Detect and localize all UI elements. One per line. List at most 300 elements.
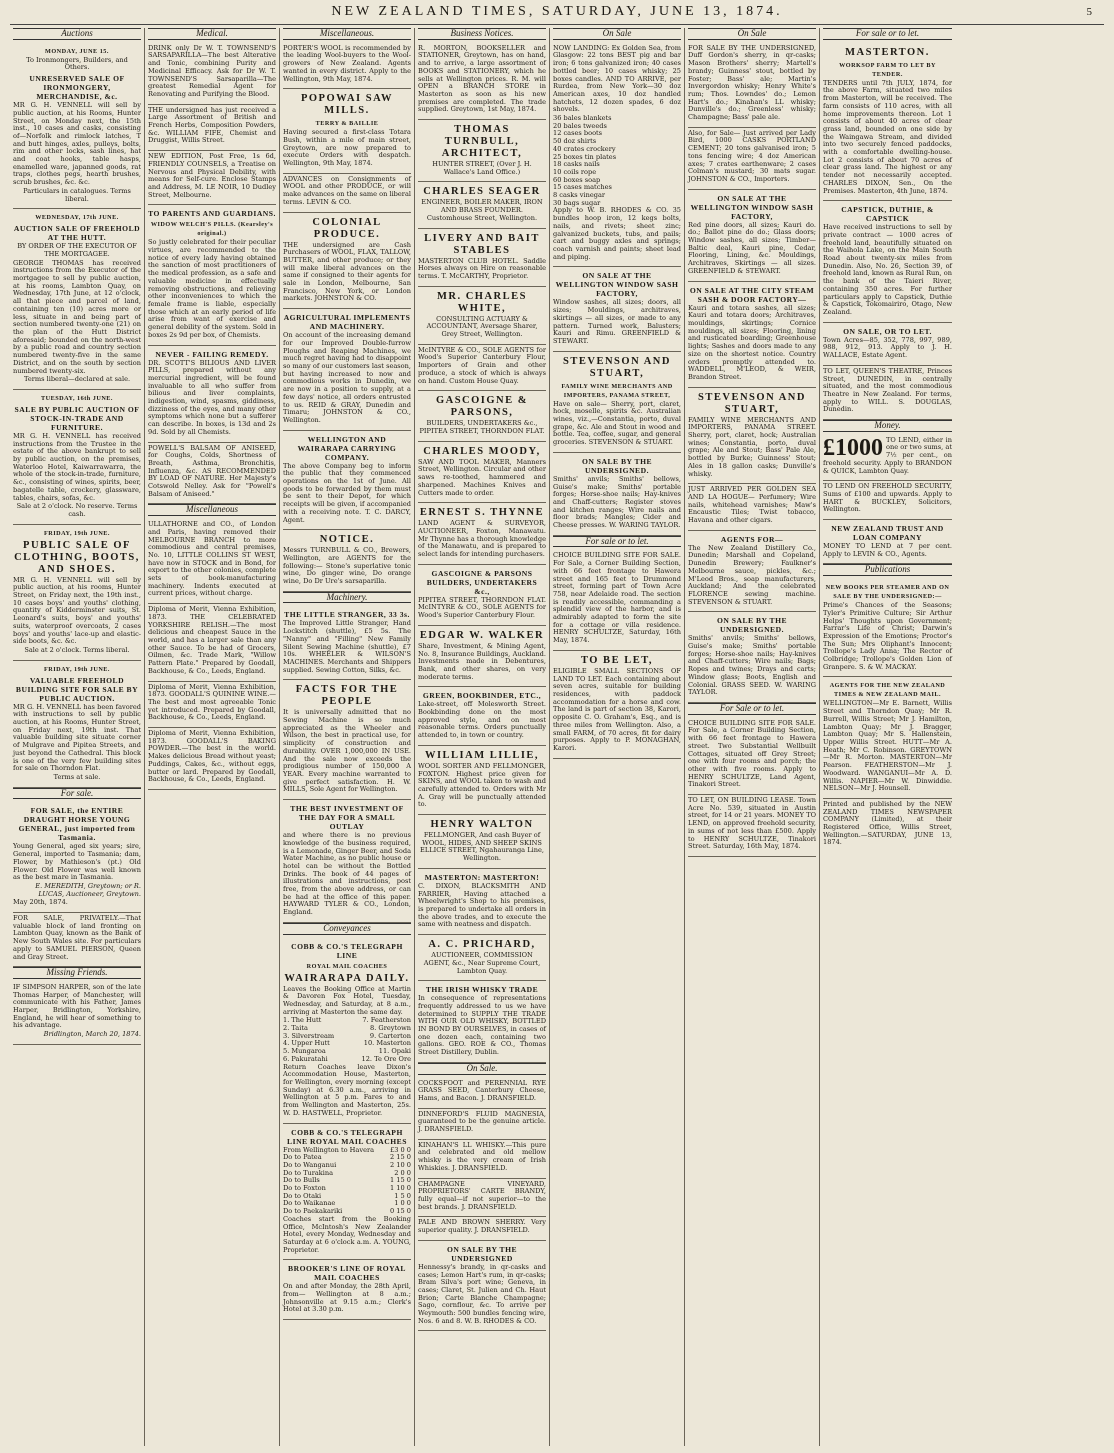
imprint	[823, 799, 952, 852]
ad-title: NEVER - FAILING REMEDY.	[155, 349, 269, 359]
ad-body: FELLMONGER, And cash Buyer of WOOL, HIDES, AND SHEEP SKINS ELLICE STREET, Ngahauranga Line, Wellington.	[420, 831, 544, 863]
ad-subtitle: WIDOW WELCH'S PILLS. (Kearsley's original.)	[150, 221, 274, 238]
ad-title: ON SALE AT THE WELLINGTON WINDOW SASH FACTORY,	[555, 271, 679, 299]
ad-title: CAPSTICK, DUTHIE, & CAPSTICK	[841, 205, 934, 224]
on-sale-ad	[418, 1179, 546, 1218]
ad-title: ON SALE AT THE WELLINGTON WINDOW SASH FACTORY,	[690, 193, 814, 221]
business-ad	[418, 815, 546, 869]
ad-date: FRIDAY, 19th JUNE.	[44, 665, 110, 673]
ad-body: FOR SALE BY THE UNDERSIGNED, Duff Gordon's sherry, in qr-casks; Mason Brothers' sherry; Martell's brandy; Guinness' stout, bottled by Foster; Bass' ale; Martin's Invergordon whisky; Henry White's rum; Thos. Lowndes' do.; Lemon Hart's do.; Kinahan's LL whisky; Dunville's do.; Greenless' whisky; Champagne; Bass' pale ale.	[688, 43, 816, 122]
ad-title: MASTERTON: MASTERTON!	[424, 872, 540, 882]
on-sale-ad	[688, 484, 816, 531]
ad-body: Window sashes, all sizes; doors, all sizes; Mouldings, architraves, skirtings — all sizes, or made to any pattern. Turned work, Balusters; Kauri and Rimu. GREENFIELD & STEWART.	[553, 298, 681, 345]
ad-body: COCKSFOOT and PERENNIAL RYE GRASS SEED, Canterbury Cheese, Hams, and Bacon. J. DRANSFIELD.	[418, 1078, 546, 1102]
ad-title: AGENTS FOR—	[720, 534, 784, 544]
ad-title: ERNEST S. THYNNE	[419, 507, 545, 519]
coach-fare-row-cell: Do to Paekakariki	[283, 1207, 343, 1216]
on-sale-ad	[688, 388, 816, 485]
column-6	[685, 28, 820, 1446]
for-sale-ad	[823, 201, 952, 322]
medical-ad	[148, 105, 276, 152]
ad-title: PUBLIC SALE OF CLOTHING, BOOTS, AND SHOES.	[14, 539, 140, 575]
business-ad	[418, 626, 546, 688]
ad-body: TO LEND, either in one or two sums, at 7½ per cent., on freehold security. Apply to BRANDON & QUICK, Lambton Quay.	[823, 435, 952, 475]
coach-fare-row-cell: From Wellington to Havera	[283, 1145, 375, 1154]
column-7	[820, 28, 955, 1446]
ad-title: ON SALE BY THE UNDERSIGNED.	[716, 616, 788, 635]
ad-title: FACTS FOR THE PEOPLE	[295, 684, 399, 708]
coach-fare-row-cell: 0 15 0	[390, 1207, 411, 1216]
ad-title: AUCTION SALE OF FREEHOLD AT THE HUTT.	[13, 224, 141, 243]
on-sale-ad	[688, 531, 816, 613]
ad-body: and where there is no previous knowledge of the business required, is a Lemonade, Ginger Beer, and Soda Water Machine, as no public house or hotel can be without the Bottled Drinks. The book of 44 pages of illustrations and instructions, post free, from the above address, or can be had at the office of this paper. HAYWARD TYLER & CO., London, England.	[283, 831, 412, 917]
ad-body: MR G. H. VENNELL will sell by public auction, at his rooms, Hunter Street, on Friday next, the 19th inst., 10 cases boys' and youths' clothing, quantity of Kidderminster suits, St. Leonard's suits, boys' and youths' suits, waterproof overcoats, 2 cases boys' and youths' lace-up and elastic-side boots, &c. &c.	[13, 575, 141, 646]
ad-body: Coaches start from the Booking Office, McIntosh's New Zealander Hotel, every Monday, Wednesday and Saturday at 6 o'clock a.m. A. YOUNG, Proprietor.	[283, 1214, 411, 1254]
coach-stop-row-cell: 3. Silverstream	[283, 1031, 335, 1040]
ad-body: Smiths' anvils; Smiths' bellows, Guise's make; Smiths' portable forges; Horse-shoe nails; Hay-knives and Chaff-cutters; Register stoves and kitchen ranges; Wire nails and floor brads; Mangles; Cider and Cheese presses. W. WARING TAYLOR.	[553, 474, 681, 530]
ad-body: CONSULTING ACTUARY & ACCOUNTANT, Aversage Sharer, Grey Street, Wellington.	[426, 314, 538, 339]
ad-title: NOTICE.	[319, 534, 375, 546]
ad-body: DR. SCOTT'S BILIOUS AND LIVER PILLS, prepared without any mercurial ingredient, will be found invaluable to all who suffer from bilious and liver complaints, indigestion, wind, spasms, giddiness, dizziness of the eyes, and many other symptoms which none but a sufferer can describe. In boxes, is 13d and 2s 9d. Sold by all Chemists.	[148, 358, 276, 436]
ad-body: Return Coaches leave Dixon's Accommodation House, Masterton, for Wellington, every morning (except Sunday) at 6.30 a.m., arriving in Wellington at 5 p.m. Fares to and from Wellington and Masterton, 25s. W. D. HASTWELL, Proprietor.	[283, 1062, 411, 1117]
on-sale-ad	[553, 267, 681, 351]
coach-stop-row-cell: 10. Masterton	[363, 1039, 411, 1048]
coach-stop-row-cell: 11. Opaki	[378, 1047, 411, 1056]
ad-body: PIPITEA STREET, THORNDON FLAT. McINTYRE & CO., SOLE AGENTS for Wood's Superior Canterbury Flour.	[418, 595, 546, 620]
section-header-for-sale: For Sale or to let.	[688, 703, 816, 715]
misc-ad	[283, 43, 411, 90]
auction-ad	[13, 43, 141, 210]
ad-title: FOR SALE, the ENTIRE DRAUGHT HORSE YOUNG GENERAL, just imported from Tasmania.	[18, 806, 136, 843]
on-sale-ad	[688, 282, 816, 388]
coach-stops-list	[283, 1017, 411, 1063]
ad-title: A. C. PRICHARD,	[428, 939, 536, 951]
ad-body: McINTYRE & CO., SOLE AGENTS for Wood's Superior Canterbury Flour, Importers of Grain and other produce, a stock of which is always on hand. Custom House Quay.	[418, 345, 546, 385]
ad-terms: Sale at 2 o'clock. Terms liberal.	[24, 645, 130, 654]
coach-fare-row-cell: Do to Otaki	[283, 1191, 322, 1200]
publications-ad	[823, 579, 952, 677]
ad-body: WELLINGTON—Mr E. Barnett, Willis Street and Thorndon Quay; Mr R. Burrell, Willis Street; Mr J. Hamilton, Lambton Quay; Mr J. Bragger, Lambton Quay; Mr S. Hallenstein, Upper Willis Street. HUTT—Mr A. Heath; Mr C. Robinson. GREYTOWN—Mr R. Morton. MASTERTON—Mr Pearson. FEATHERSTON—Mr J. Woodward. WANGANUI—Mr A. D. Willis. NAPIER—Mr W. Dinwiddie. NELSON—Mr J. Hounsell.	[823, 699, 952, 793]
money-ad	[823, 435, 952, 482]
ad-body: THE undersigned are Cash Purchasers of WOOL, FLAX, TALLOW, BUTTER, and other produce; or they will make liberal advances on the same if consigned to their agents for sale in London, Melbourne, San Francisco, New York, or London markets. JOHNSTON & CO.	[283, 240, 411, 303]
ad-body: TENDERS until 7th JULY, 1874, for the above Farm, situated two miles from Masterton, will be received. The farm consists of 110 acres, with all home improvements thereon. Lot 1 consists of about 40 acres of clear grass land, bounded on one side by the Waingawa Stream, and divided into two securely fenced paddocks, with a comfortable dwelling-house. Lot 2 consists of about 70 acres of clear grass land. The highest or any tender not necessarily accepted. CHARLES DIXON, Sen., On the Premises. Masterton, 4th June, 1874.	[823, 78, 952, 195]
ad-date: TUESDAY, 16th JUNE.	[41, 394, 113, 402]
misc-ad	[148, 728, 276, 790]
ad-terms: Sale at 2 o'clock. No reserve. Terms cash.	[16, 502, 138, 518]
goods-list-item: 25 boxes tin plates	[553, 152, 617, 161]
ad-body: MR G. H. VENNELL will sell by public auction, at his Rooms, Hunter Street, on Monday next, the 15th inst., 10 cases and casks, consisting of—Norfolk and rimlock latches, T and butt hinges, axles, pulleys, bolts, rim and other locks, sash lines, hat and coat hooks, table hasps, enamelled ware, japanned goods, rat traps, clothes pegs, hearth brushes, scrub brushes, &c. &c.	[13, 101, 141, 187]
ad-title: WELLINGTON AND WAIRARAPA CARRYING COMPANY.	[297, 434, 397, 462]
ad-body: LAND AGENT & SURVEYOR, AUCTIONEER, Foxton, Manawatu. Mr Thynne has a thorough knowledge of the Manawatu, and is prepared to select lands for intending purchasers.	[418, 519, 546, 559]
ad-body: So justly celebrated for their peculiar virtues, are recommended to the notice of every lady having obtained the sanction of most practitioners of the medical profession, as a safe and valuable medicine in effectually removing obstructions, and relieving other inconveniences to which the female frame is liable, especially those which at an early period of life arise from want of exercise and general debility of the system. Sold in boxes 2s 9d per box, of Chemists.	[148, 238, 276, 339]
missing-friends-ad	[13, 982, 141, 1045]
ad-title: WILLIAM LILLIE,	[424, 749, 540, 761]
ad-body: Messrs TURNBULL & CO., Brewers, Wellington, are AGENTS for the following:— Stone's superlative tonic wine, Do ginger wine, Do orange wine, Do Dr Ure's sarsaparilla.	[283, 546, 411, 586]
coach-stop-row-cell: 8. Greytown	[370, 1024, 411, 1033]
for-sale-ad	[13, 802, 141, 913]
coach-stop-row-cell: 2. Taita	[283, 1024, 308, 1033]
ad-body: Diploma of Merit, Vienna Exhibition, 1873. GOODALL'S QUININE WINE.—The best and most agreeable Tonic yet introduced. Prepared by Goodall, Backhouse, & Co., Leeds, England.	[148, 682, 276, 722]
ad-body: FOR SALE, PRIVATELY.—That valuable block of land fronting on Lambton Quay, known as the Bank of New South Wales site. For particulars apply to SAMUEL PIERSON, Queen and Gray Street.	[13, 914, 141, 961]
ad-title: UNRESERVED SALE OF IRONMONGERY, MERCHANDISE, &c.	[29, 74, 125, 102]
medical-ad	[148, 43, 276, 105]
ad-date: Bridlington, March 20, 1874.	[43, 1030, 141, 1039]
ad-body: Kauri and totara sashes, all sizes; Kauri and totara doors; Architraves, mouldings, skirtings; Cornice mouldings, all sizes; Flooring, lining and rusticated boarding; Greenhouse lights; Sashes and doors made to any size on the shortest notice. Country orders promptly attended to. WADDELL, M'LEOD, & WEIR, Brandon Street.	[688, 303, 816, 381]
coach-stop-row-cell: 6. Pakuratahi	[283, 1054, 328, 1063]
business-ad	[418, 442, 546, 504]
coach-fare-row-cell: 2 0 0	[394, 1168, 411, 1177]
on-sale-ad	[418, 1078, 546, 1109]
ad-body: Town Acres—85, 352, 778, 997, 989, 988, 912, 913. Apply to J. H. WALLACE, Estate Agent.	[823, 335, 952, 360]
coach-ad	[283, 938, 411, 1124]
ad-title: CHARLES MOODY,	[423, 445, 541, 457]
ad-title: HENRY WALTON	[430, 819, 534, 831]
section-header-for-sale: For sale.	[13, 788, 141, 800]
ad-body: On and after Monday, the 28th April, from— Wellington at 8 a.m.; Johnsonville at 9.15 a.m.; Clerk's Hotel at 3.30 p.m.	[283, 1282, 411, 1314]
ad-body: The New Zealand Distillery Co., Dunedin; Marshall and Copeland, Dunedin Brewery; Faulkner's Melbourne sauce, pickles, &c.; M'Leod Bros., soap manufacturers, Auckland; And the celebrated FLORENCE sewing machine. STEVENSON & STUART.	[688, 543, 816, 606]
section-header-business-notices: Business Notices.	[418, 28, 546, 40]
column-2	[145, 28, 280, 1446]
ad-body: NEW EDITION, Post Free, 1s 6d, FRIENDLY COUNSELS, a Treatise on Nervous and Physical Debility, with means for Self-cure. Enclose Stamps and Address, M. LE NOIR, 10 Dudley Street, Melbourne.	[148, 152, 276, 199]
ad-body: Hennessy's brandy, in qr-casks and cases; Lemon Hart's rum, in qr-casks; Bram Silva's port wine; Geneva, in cases; Claret, St. Julien and Ch. Haut Brion; Carte Blanche Champagne; Sago, cornflour, &c. To arrive per Weymouth: 500 bundles fencing wire, Nos. 6 and 8. W. B. RHODES & CO.	[418, 1262, 546, 1325]
ad-subtitle: TERRY & BAILLIE	[315, 120, 379, 128]
auction-ad	[13, 390, 141, 525]
coach-stop-row-cell: 1. The Hutt	[283, 1016, 322, 1025]
ad-title: NEW ZEALAND TRUST AND LOAN COMPANY	[831, 524, 944, 543]
goods-list-item: 12 cases boots	[553, 129, 603, 138]
ad-body: Diploma of Merit, Vienna Exhibition, 1873. THE CELEBRATED YORKSHIRE RELISH.—The most delicious and cheapest Sauce in the world, and has a larger sale than any other Sauce. To be had of Grocers, Oilmen, &c. Trade Mark, "Willow Pattern Plate." Prepared by Goodall, Backhouse, & Co., Leeds, England.	[148, 605, 276, 675]
misc-ad	[283, 89, 411, 174]
ad-title: COBB & CO.'S TELEGRAPH LINE ROYAL MAIL COACHES	[287, 1127, 407, 1146]
goods-list-item: 10 coils rope	[553, 167, 597, 176]
ad-title: GASCOIGNE & PARSONS BUILDERS, UNDERTAKERS &c.,	[426, 568, 538, 596]
coach-fares-list	[283, 1147, 411, 1216]
business-ad	[418, 503, 546, 565]
coach-stop-row-cell: 4. Upper Hutt	[283, 1039, 330, 1048]
ad-body: Share, Investment, & Mining Agent, No. 8, Insurance Buildings, Auckland. Investments made in Debentures, Bank, and other shares, on very moderate terms.	[418, 641, 546, 681]
ad-terms: Particulars in catalogues. Terms liberal.	[23, 186, 131, 203]
business-ad	[418, 565, 546, 626]
ad-terms: Terms liberal—declared at sale.	[23, 375, 131, 384]
ad-body: WOOL SORTER AND FELLMONGER, FOXTON. Highest price given for SKINS, and WOOL taken to wash and carefully attended to. Orders with Mr A. Gray will be punctually attended to.	[418, 761, 546, 809]
section-header-money: Money.	[823, 420, 952, 432]
ad-body: TO LET, ON BUILDING LEASE. Town Acre No. 539, situated in Austin street, for 14 or 21 years. MONEY TO LEND, on approved freehold security, in sums of not less than £500. Apply to HENRY SCHULTZE, Tinakori Street. Saturday, 16th May, 1874.	[688, 796, 816, 851]
section-header-machinery: Machinery.	[283, 592, 411, 604]
for-sale-ad	[13, 913, 141, 967]
section-header-on-sale: On Sale	[553, 28, 681, 40]
ad-body: GEORGE THOMAS has received instructions from the Executor of the mortgagee to sell by public auction, at his rooms, Lambton Quay, on Wednesday, 17th June, at 12 o'clock, all that piece and parcel of land, containing ten (10) acres more or less, situate in and being part of section numbered twenty-one (21) on the plan of the Hutt District aforesaid; bounded on the north-west by a public road and country section numbered twenty-five in the same District, and on the south by section numbered twenty-six.	[13, 258, 141, 375]
ad-title: TO PARENTS AND GUARDIANS.	[148, 209, 276, 219]
ad-subtitle: BY ORDER OF THE EXECUTOR OF THE MORTGAGEE.	[17, 242, 137, 258]
section-header-miscellaneous: Miscellaneous.	[283, 28, 411, 40]
goods-list-item: 15 cases matches	[553, 183, 612, 192]
ad-body: It is universally admitted that no Sewing Machine is so much appreciated as the Wheeler and Wilson, the best in practical use, for simplicity of construction and durability. OVER 1,000,000 IN USE. And the sale now exceeds the prodigious number of 150,000 A YEAR. Every machine warranted to give perfect satisfaction. H. W. MILLS, Sole Agent for Wellington.	[283, 708, 411, 794]
money-ad	[823, 520, 952, 564]
coach-fare-row-cell: 2 15 0	[390, 1153, 411, 1162]
masthead: NEW ZEALAND TIMES, SATURDAY, JUNE 13, 1874.	[331, 4, 783, 19]
ad-title: GREEN, BOOKBINDER, ETC.,	[422, 691, 542, 701]
business-ad	[418, 391, 546, 441]
to-let-ad	[688, 795, 816, 857]
goods-list-item: 18 casks nails	[553, 160, 600, 169]
goods-list-item: 40 crates crockery	[553, 144, 616, 153]
ad-body: POWELL'S BALSAM OF ANISEED, for Coughs, Colds, Shortness of Breath, Asthma, Bronchitis, Influenza, &c. AS RECOMMENDED BY LOAD OF NATURE. Her Majesty's Cotswold Nelley. Ask for "Powell's Balsam of Aniseed."	[148, 443, 276, 498]
ad-body: ULLATHORNE and CO., of London and Paris, having removed their MELBOURNE BRANCH to more commodious and central premises, No. 10, LITTLE COLLINS ST WEST, have now in STOCK and in Bond, for export to the other colonies, complete sets of book-manufacturing machinery. Indents executed at current prices, without charge.	[148, 520, 276, 598]
machinery-ad	[283, 680, 411, 800]
goods-list-item: 60 boxes soap	[553, 175, 601, 184]
on-sale-ad	[418, 1140, 546, 1179]
ad-title: ON SALE BY THE UNDERSIGNED.	[581, 456, 653, 475]
ad-title: THOMAS TURNBULL, ARCHITECT,	[441, 124, 523, 160]
ad-body: TO LEND ON FREEHOLD SECURITY, Sums of £100 and upwards. Apply to HART & BUCKLEY, Solicitors, Wellington.	[823, 482, 952, 514]
goods-list-item: 8 casks vinegar	[553, 191, 606, 200]
money-amount: £1000	[823, 434, 883, 461]
coach-fare-row-cell: 1 15 0	[390, 1176, 411, 1185]
for-sale-ad	[553, 550, 681, 650]
coach-fare-row-cell: 1 0 0	[394, 1199, 411, 1208]
ad-subtitle: ROYAL MAIL COACHES	[306, 962, 388, 970]
ad-body: JUST ARRIVED PER GOLDEN SEA AND LA HOGUE— Perfumery; Wire nails, whitehead varnishes; Maw's Encaustic Tiles; Twist tobacco, Havana and other cigars.	[688, 485, 816, 525]
ad-body: KINAHAN'S LL WHISKY.—This pure and celebrated and old mellow whisky is the very cream of Irish Whiskies. J. DRANSFIELD.	[418, 1140, 546, 1172]
ad-title: VALUABLE FREEHOLD BUILDING SITE FOR SALE BY PUBLIC AUCTION.	[15, 675, 139, 703]
ad-body: Prime's Chances of the Seasons; Tyler's Primitive Culture; Sir Arthur Helps' Thoughts upon Government; Farrar's Life of Christ; Darwin's Expression of the Emotions; Proctor's The Sun; Mrs Oliphant's Innocent; Trollope's Lady Anna; The Rector of Colbridge; Trollope's Golden Lion of Granpere. S. & W. MACKAY.	[823, 601, 952, 671]
ad-title: THE LITTLE STRANGER, 33 3s.	[284, 610, 410, 620]
coach-stop-row-cell: 9. Carterton	[369, 1031, 411, 1040]
on-sale-ad	[688, 128, 816, 190]
ad-subtitle: To Ironmongers, Builders, and Others.	[26, 55, 128, 72]
ad-body: BUILDERS, UNDERTAKERS &c., PIPITEA STREET, THORNDON FLAT.	[419, 419, 545, 435]
section-header-missing-friends: Missing Friends.	[13, 967, 141, 979]
business-ad	[418, 746, 546, 815]
columns	[10, 28, 1104, 1446]
column-5	[550, 28, 685, 1446]
ad-title: CHARLES SEAGER	[423, 186, 541, 198]
ad-date: MONDAY, JUNE 15.	[45, 47, 109, 55]
misc-ad	[148, 604, 276, 681]
masthead-rule	[10, 24, 1104, 25]
ad-body: TO LET, QUEEN'S THEATRE, Princes Street, DUNEDIN, in centrally situated, and the most commodious Theatre in New Zealand. For terms, apply to WILL. S. DOUGLAS, Dunedin.	[823, 366, 952, 414]
to-let-ad	[823, 366, 952, 420]
medical-ad	[148, 151, 276, 205]
ad-body: PORTER'S WOOL is recommended by the leading Wool-buyers to the Wool-growers of New Zealand. Agents wanted in every district. Apply to the Wellington, 9th May, 1874.	[283, 43, 411, 83]
ad-subtitle: WORKSOP FARM TO LET BY TENDER.	[839, 61, 936, 78]
ad-body: On account of the increasing demand for our Improved Double-furrow Ploughs and Reaping Machines, we much regret having had to disappoint so many of our customers last season, but having increased to now and commodious works in Dunedin, we are now in a position to supply, at a few days' notice, all orders entrusted to us. REID & GRAY, Dunedin and Timaru; JOHNSTON & CO., Wellington.	[283, 331, 411, 424]
auction-ad	[13, 209, 141, 390]
ad-body: CHAMPAGNE VINEYARD, PROPRIETORS' CARTE BRANDY, fully equal—if not superior—to the best brands. J. DRANSFIELD.	[418, 1179, 546, 1211]
ad-body: MR G. H. VENNELL has been favored with instructions to sell by public auction, at his Rooms, Hunter Street, on Friday next, 19th inst. That valuable building site situate corner of Mulgrave and Pipitea Streets, and just beyond the Cathedral. This block is one of the very few building sites for sale on Thorndon Flat.	[13, 702, 141, 773]
for-sale-ad	[688, 718, 816, 795]
section-header-on-sale: On Sale.	[418, 1063, 546, 1075]
column-1	[10, 28, 145, 1446]
ad-title: NEW BOOKS PER STEAMER AND ON SALE BY THE UNDERSIGNED:—	[825, 584, 950, 601]
ad-title: THE BEST INVESTMENT OF THE DAY FOR A SMALL OUTLAY	[290, 804, 404, 832]
coach-ad	[283, 1260, 411, 1320]
on-sale-ad	[688, 612, 816, 703]
coach-fare-row-cell: 1 5 0	[394, 1191, 411, 1200]
ad-title: TO BE LET,	[580, 654, 654, 666]
medical-ad	[148, 346, 276, 443]
on-sale-ad	[688, 190, 816, 282]
section-header-auctions: Auctions	[13, 28, 141, 40]
machinery-ad	[283, 606, 411, 680]
ad-body: Young General, aged six years; sire, General, imported to Tasmania; dam, Flower, by Mathieson's (pt.) Old Flower. Old Flower was well known as the best mare in Tasmania.	[13, 842, 141, 882]
ad-body: DRINK only Dr W. T. TOWNSEND'S SARSAPARILLA—The best Alterative and Tonic, combining Purity and Medicinal Efficacy. Ask for Dr W. T. TOWNSEND'S Sarsaparilla—The greatest Remedial Agent for Renovating and Purifying the Blood.	[148, 43, 276, 98]
section-header-for-sale: For sale or to let.	[553, 536, 681, 548]
ad-date: WEDNESDAY, 17th JUNE.	[35, 214, 119, 222]
ad-title: COLONIAL PRODUCE.	[312, 216, 382, 240]
ad-body: Having secured a first-class Totara Bush, within a mile of main street, Greytown, are now prepared to execute Orders with despatch. Wellington, 9th May, 1874.	[283, 128, 411, 168]
ad-body: ADVANCES on Consignments of WOOL and other PRODUCE, or will make advances on the same on liberal terms. LEVIN & CO.	[283, 174, 411, 206]
goods-list-item: 30 bags sugar	[553, 198, 601, 207]
business-ad	[418, 43, 546, 120]
ad-body: THE undersigned has just received a Large Assortment of British and French Herbs, Composition Powders, &c. WILLIAM FIFE, Chemist and Druggist, Willis Street.	[148, 105, 276, 145]
on-sale-ad	[688, 43, 816, 128]
ad-subtitle: WAIRARAPA DAILY.	[284, 972, 410, 984]
auction-ad	[13, 525, 141, 661]
coach-ad	[283, 1124, 411, 1261]
coach-fare-row-cell: Do to Turakina	[283, 1168, 334, 1177]
medical-ad	[148, 205, 276, 345]
ad-body: MASTERTON CLUB HOTEL. Saddle Horses always on Hire on reasonable terms. T. McCARTHY, Proprietor.	[418, 256, 546, 280]
coach-fare-row-cell: Do to Bulls	[283, 1176, 320, 1185]
coach-fare-row-cell: Do to Wanganui	[283, 1160, 337, 1169]
section-header-conveyances: Conveyances	[283, 923, 411, 935]
ad-title: STEVENSON AND STUART,	[698, 391, 806, 415]
on-sale-ad	[418, 1109, 546, 1140]
ad-body: CHOICE BUILDING SITE FOR SALE. For Sale, a Corner Building Section, with 66 feet frontage to Hawera street. Two Substantial Wellbuilt Cottages, situated off Grey Street; one with four rooms and porch; the other with five rooms. Apply to HENRY SCHULTZE, Land Agent, Tinakori Street.	[688, 718, 816, 789]
ad-body: SAW AND TOOL MAKER, Manners Street, Wellington. Circular and other saws re-toothed, hammered and sharpened. Machines Knives and Cutters made to order.	[418, 457, 546, 497]
ad-subtitle: FAMILY WINE MERCHANTS AND IMPORTERS, PANAMA STREET,	[561, 382, 673, 399]
misc-ad	[283, 431, 411, 531]
business-ad	[418, 687, 546, 746]
business-ad	[418, 229, 546, 287]
ad-body: Red pine doors, all sizes; Kauri do. do.; Ballot pine do do.; Glass doors; Window sashes, all sizes; Timber— Baltic deal, Kauri pine, Cedar, Flooring, Lining, &c. Mouldings, Architraves, Skirtings — all sizes. GREENFIELD & STEWART.	[688, 220, 816, 275]
ad-title: MR. CHARLES WHITE,	[436, 290, 527, 314]
ad-body: PALE AND BROWN SHERRY. Very superior quality. J. DRANSFIELD.	[418, 1218, 546, 1235]
section-header-for-sale: For sale or to let.	[823, 28, 952, 40]
misc-ad	[148, 682, 276, 729]
ad-body: Have on sale— Sherry, port, claret, hock, moselle, spirits &c. Australian wines, viz.,—Constantia, porto, duval grape, &c. Ale and Stout in wood and bottle. Tea, coffee, sugar, and general groceries. STEVENSON & STUART.	[553, 399, 681, 447]
ad-title: STEVENSON AND STUART,	[563, 355, 671, 379]
misc-ad	[283, 309, 411, 430]
to-let-ad	[553, 651, 681, 759]
ad-body: Have received instructions to sell by private contract — 1000 acres of freehold land, beautifully situated on the Waihola Lake, on the Main South Road about twenty-six miles from Dunedin. Also, No. 26, Section 39, of freehold land, known as Rural Run, on the bank of the Taieri River, containing 350 acres. For further particulars apply to Capstick, Duthie & Capstick, Tokomairiro, Otago, New Zealand.	[823, 223, 952, 316]
ad-title: MASTERTON.	[845, 46, 930, 58]
business-ad	[418, 120, 546, 182]
on-sale-ad	[418, 1217, 546, 1240]
ad-body: ELIGIBLE SMALL SECTIONS OF LAND TO LET. Each containing about seven acres, suitable for building residences, with paddock accommodation for a horse and cow. The land is part of section 38, Karori, opposite C. O. Graham's, Esq., and is three miles from Wellington. Also, a small FARM, of 70 acres, fit for dairy purposes. Apply to P. MONAGHAN, Karori.	[553, 666, 681, 752]
business-ad	[418, 935, 546, 981]
ad-body: The Improved Little Stranger, Hand Lockstitch (shuttle), £5 5s. The "Nanny" and "Filling" New Family Silent Sewing Machine (shuttle), £7 10s. WHEELER & WILSON'S MACHINES. Merchants and Shippers supplied. Sewing Cotton, Silks, &c.	[283, 619, 411, 674]
coach-stop-row-cell: 12. Te Ore Ore	[361, 1054, 411, 1063]
to-let-ad	[823, 43, 952, 202]
ad-title: ON SALE, OR TO LET.	[843, 326, 932, 336]
business-ad	[418, 869, 546, 935]
imprint-text: Printed and published by the NEW ZEALAND TIMES NEWSPAPER COMPANY (Limited), at their Registered Office, Willis Street, Wellington.—SATURDAY, JUNE 13, 1874.	[823, 799, 952, 847]
ad-title: GASCOIGNE & PARSONS,	[435, 395, 529, 419]
ad-title: EDGAR W. WALKER	[419, 629, 545, 641]
ad-title: BROOKER'S LINE OF ROYAL MAIL COACHES	[288, 1264, 406, 1283]
ad-title: THE IRISH WHISKY TRADE	[425, 985, 539, 995]
section-header-publications: Publications	[823, 564, 952, 576]
coach-fare-row-cell: Do to Waikanae	[283, 1199, 336, 1208]
ad-title: AGRICULTURAL IMPLEMENTS AND MACHINERY.	[283, 313, 411, 332]
ad-title: LIVERY AND BAIT STABLES	[424, 232, 540, 256]
ad-title: POPOWAI SAW MILLS.	[300, 93, 394, 117]
ad-date: FRIDAY, 19th JUNE.	[44, 529, 110, 537]
ad-body: Smiths' anvils; Smiths' bellows, Guise's make; Smiths' portable forges; Horse-shoe nails; Hay-knives and Chaff-cutters; Wire nails; Bags; Ropes and twines; Drays and carts; Window glass; Boots, English and Colonial. GRASS SEED. W. WARING TAYLOR.	[688, 634, 816, 697]
ad-title: COBB & CO.'S TELEGRAPH LINE	[291, 941, 403, 960]
business-ad	[418, 287, 546, 345]
ad-body: The above Company beg to inform the public that they commenced operations on the 1st of June. All goods to be forwarded by them must be sent to their Depot, for which receipts will be given, if accompanied with a receiving note. T. C. DARCY, Agent.	[283, 461, 411, 524]
misc-ad	[283, 174, 411, 213]
ad-body: HUNTER STREET, (Over J. H. Wallace's Land Office.)	[432, 160, 532, 176]
coach-fare-row-cell: 1 10 0	[390, 1184, 411, 1193]
ad-title: ON SALE BY THE UNDERSIGNED	[446, 1244, 518, 1263]
section-header-miscellaneous: Miscellaneous	[148, 504, 276, 516]
coach-fare-row-cell: Do to Foxton	[283, 1184, 326, 1193]
goods-list-item: 20 bales tweeds	[553, 121, 607, 130]
goods-list-item: 36 bales blankets	[553, 114, 612, 123]
coach-stop-row-cell: 7. Featherston	[362, 1016, 411, 1025]
column-4	[415, 28, 550, 1446]
ad-body: IF SIMPSON HARPER, son of the late Thomas Harper, of Manchester, will communicate with his Father, James Harper, Bridlington, Yorkshire, England, he will hear of something to his advantage.	[13, 982, 141, 1030]
ad-title: AGENTS FOR THE NEW ZEALAND TIMES & NEW ZEALAND MAIL.	[829, 682, 946, 699]
ad-terms: Terms at sale.	[53, 773, 101, 781]
ad-title: ON SALE AT THE CITY STEAM SASH & DOOR FACTORY—	[689, 285, 815, 304]
ad-signature: E. MEREDITH, Greytown; or R. LUCAS, Auctioneer, Greytown.	[35, 881, 141, 898]
ad-date: May 20th, 1874.	[13, 898, 68, 907]
ad-body: Diploma of Merit, Vienna Exhibition, 1873. GOODALL'S BAKING POWDER.—The best in the world. Makes delicious Bread without yeast; Puddings, Cakes, &c., without eggs, butter or lard. Prepared by Goodall, Backhouse, & Co., Leeds, England.	[148, 729, 276, 784]
misc-ad	[283, 530, 411, 592]
coach-fare-row-cell: Do to Patea	[283, 1153, 322, 1162]
section-header-medical: Medical.	[148, 28, 276, 40]
ad-body: Apply to W. B. RHODES & CO. 35 bundles hoop iron, 12 kegs bolts, nails, and rivets; sheet zinc; galvanized buckets, tubs, and pails; cart and buggy axles and springs; coach varnish and paints; sheet lead and piping.	[553, 206, 681, 261]
coach-fare-row-cell: £3 0 0	[390, 1145, 411, 1154]
goods-list	[553, 115, 681, 207]
business-ad	[418, 345, 546, 392]
column-3	[280, 28, 415, 1446]
on-sale-ad	[553, 43, 681, 268]
auction-ad	[13, 661, 141, 788]
ad-body: NOW LANDING: Ex Golden Sea, from Glasgow: 22 tons BEST pig and bar iron; 6 tons galvanized iron; 40 cases bottled beer; 10 cases whisky; 25 boxes candles. AND TO ARRIVE, per Rurdea, from New York—30 doz American axes, 10 doz handled hatchets, 12 dozen spades, 6 doz shovels.	[553, 43, 681, 114]
on-sale-ad	[553, 453, 681, 536]
on-sale-ad	[553, 352, 681, 453]
ad-title: SALE BY PUBLIC AUCTION OF STOCK-IN-TRADE AND FURNITURE.	[14, 404, 140, 432]
ad-body: Also, for Sale— Just arrived per Lady Bird, 1000 CASKS PORTLAND CEMENT; 20 tons galvanised iron; 5 tons fencing wire; 4 doz American axes; 7 crates earthenware; 2 cases Colman's mustard; 30 mats sugar. JOHNSTON & CO., Importers.	[688, 128, 816, 183]
ad-body: ENGINEER, BOILER MAKER, IRON AND BRASS FOUNDER. Customhouse Street, Wellington.	[421, 198, 543, 222]
ad-body: MONEY TO LEND at 7 per cent. Apply to LEVIN & CO., Agents.	[823, 542, 952, 558]
ad-body: R. MORTON, BOOKSELLER and STATIONER, Greytown, has on hand, and to arrive, a large assortment of BOOKS and STATIONERY, which he sells at Wellington prices. R. M. will OPEN a BRANCH STORE in Masterton as soon as his new premises are completed. The trade supplied. Greytown, 1st May, 1874.	[418, 43, 546, 114]
agents-ad	[823, 677, 952, 798]
misc-ad	[148, 519, 276, 604]
section-header-on-sale: On Sale	[688, 28, 816, 40]
machinery-ad	[283, 800, 411, 923]
goods-list-item: 50 doz shirts	[553, 137, 597, 146]
on-sale-ad	[418, 1241, 546, 1332]
coach-stop-row-cell: 5. Mungaroa	[283, 1047, 326, 1056]
ad-body: DINNEFORD'S FLUID MAGNESIA, guaranteed to be the genuine article. J. DRANSFIELD.	[418, 1109, 546, 1134]
ad-body: CHOICE BUILDING SITE FOR SALE. For Sale, a Corner Building Section, with 66 feet frontage to Hawera street and 165 feet to Drummond street, forming part of Town Acre 758, near Adelaide road. The section is readily accessible, commanding a splendid view of the harbor, and is admirably adapted to form the site for a cottage or villa residence. HENRY SCHULTZE, Saturday, 16th May, 1874.	[553, 551, 681, 645]
ad-body: FAMILY WINE MERCHANTS AND IMPORTERS, PANAMA STREET. Sherry, port, claret, hock; Australian wines; Constantia, porto, duval grape; Ale and Stout; Bass' Pale Ale, bottled by Burke; Guinness' Stout; Ales in 18 gallon casks; Dunville's whisky.	[688, 415, 816, 478]
ad-body: C. DIXON, BLACKSMITH AND FARRIER, Having attached a Wheelwright's Shop to his premises, is prepared to undertake all orders in the above trades, and to execute the same with neatness and dispatch.	[418, 881, 546, 929]
for-sale-ad	[823, 323, 952, 366]
business-ad	[418, 182, 546, 228]
ad-body: Lake-street, off Molesworth Street. Bookbinding done on the most approved style, and on most reasonable terms. Orders punctually attended to, in town or country.	[418, 700, 546, 740]
business-ad	[418, 981, 546, 1063]
ad-body: In consequence of representations frequently addressed to us we have determined to SUPPLY THE TRADE WITH OUR OLD WHISKY, BOTTLED IN BOND BY OURSELVES, in cases of one dozen each, containing two gallons. GEO. ROE & CO., Thomas Street Distillery, Dublin.	[418, 994, 546, 1057]
ad-body: AUCTIONEER, COMMISSION AGENT, &c., Near Supreme Court, Lambton Quay.	[423, 951, 541, 975]
